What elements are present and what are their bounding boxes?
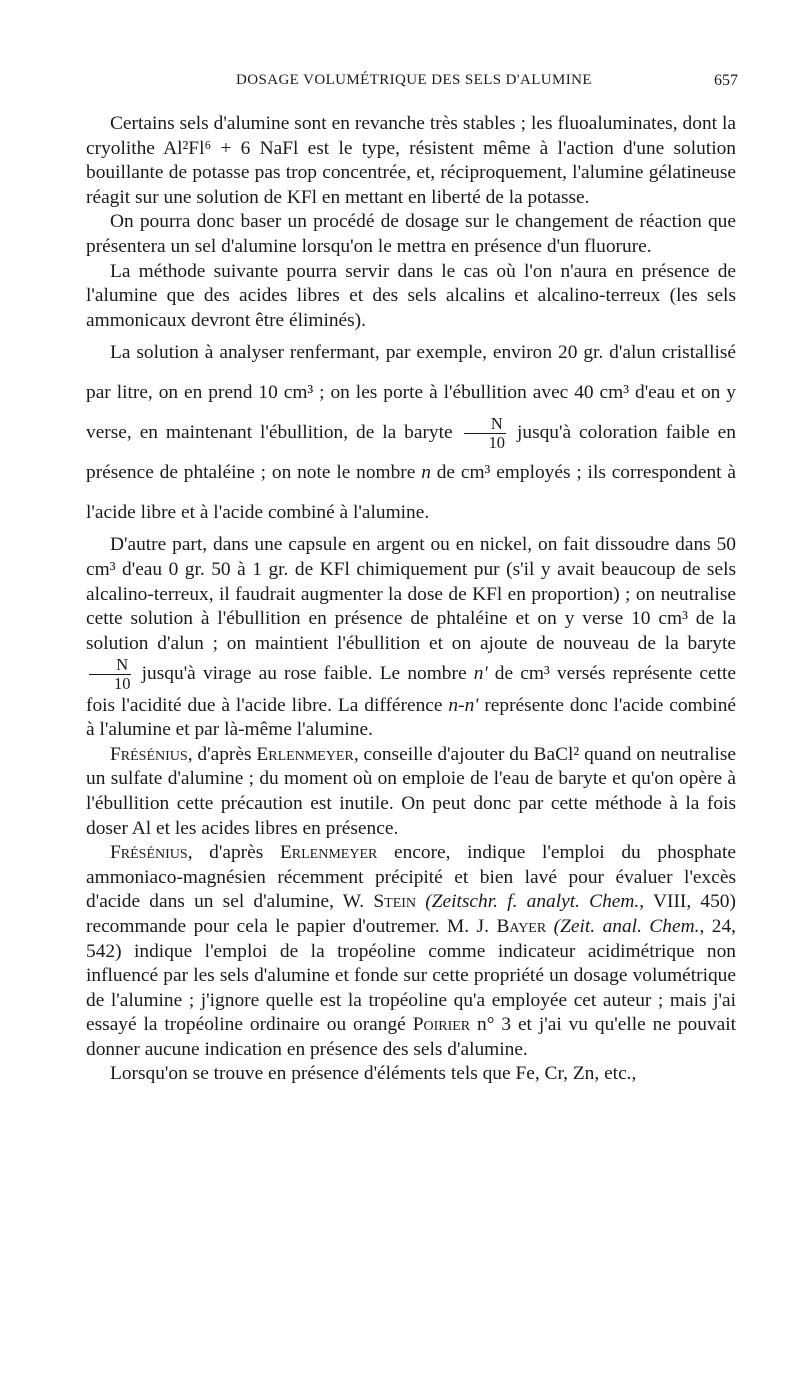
paragraph-8 <box>86 1062 736 1087</box>
paragraph-2-text: On pourra donc baser un procédé de dosage sur le changement de réaction que présentera un sel d'alumine lorsqu'on le mettra en présence d'un fluorure. <box>86 211 736 257</box>
citation-zeit-anal: (Zeit. anal. Chem. <box>553 915 700 937</box>
author-fresenius: Frésénius <box>110 842 188 864</box>
paragraph-6-text-b: , conseille d'ajouter du BaCl² quand on neutralise un sulfate d'alumine ; du moment où on emploie de l'eau de baryte et qu'on opère à l'ébullition cette précaution est inutile. On peut donc par cette méthode à la fois doser Al et les acides libres en présence. <box>86 743 737 839</box>
variable-difference: n-n' <box>448 694 479 716</box>
running-title: DOSAGE VOLUMÉTRIQUE DES SELS D'ALUMINE <box>236 72 592 88</box>
paragraph-5-text-d: représente donc l'acide combiné à l'alumine et par là-même l'alumine. <box>86 694 736 741</box>
paragraph-4 <box>86 333 736 533</box>
author-stein: Stein <box>373 891 417 913</box>
author-poirier: Poirier <box>412 1014 471 1036</box>
paragraph-6-text-a: , d'après <box>187 743 252 765</box>
variable-n-prime: n' <box>473 663 488 685</box>
paragraph-5-text-a: D'autre part, dans une capsule en argent ou en nickel, on fait dissoudre dans 50 cm³ d'eau 0 gr. 50 à 1 gr. de KFl chimiquement pur (s'il y avait beaucoup de sels alcalino-terreux, il faudrait augmenter la dose de KFl en proportion) ; on neutralise cette solution à l'ébullition en présence de phtaléine et on y verse 10 cm³ de la solution d'alun ; on maintient l'ébullition et on ajoute de nouveau de la baryte <box>86 534 736 654</box>
paragraph-5-text-b: jusqu'à virage au rose faible. Le nombre <box>141 663 467 685</box>
paragraph-7-text-b: encore, indique l'emploi du phosphate ammoniaco-magnésien récemment précipité et bien lavé pour évaluer l'excès d'acide dans un sel d'alumine, W. <box>86 842 736 913</box>
fraction-numerator: N <box>116 655 129 675</box>
paragraph-4-text-b: jusqu'à coloration faible en présence de phtaléine ; on note le nombre <box>86 422 736 484</box>
paragraph-1 <box>86 112 736 210</box>
author-bayer: Bayer <box>496 915 547 937</box>
paragraph-5 <box>86 533 736 742</box>
citation-zeitschr: (Zeitschr. f. analyt. Chem. <box>425 891 640 913</box>
paragraph-5-text-c: de cm³ versés représente cette fois l'acidité due à l'acide libre. La différence <box>86 663 736 716</box>
paragraph-4-text-c: de cm³ employés ; ils correspondent à l'acide libre et à l'acide combiné à l'alumine. <box>86 462 736 524</box>
fraction-n-over-10 <box>464 415 506 452</box>
paragraph-7-text-e: n° 3 et j'ai vu qu'elle ne pouvait donner aucune indication en présence des sels d'alumine. <box>86 1014 736 1060</box>
paragraph-3 <box>86 260 736 334</box>
paragraph-6 <box>86 743 736 841</box>
variable-n: n <box>421 462 431 484</box>
page-header <box>88 72 738 102</box>
paragraph-1-text: Certains sels d'alumine sont en revanche très stables ; les fluoaluminates, dont la cryolithe Al²Fl⁶ + 6 NaFl est le type, résistent même à l'action d'une solution bouillante de potasse pas trop concentrée, et, réciproquement, l'alumine gélatineuse réagit sur une solution de KFl en mettant en liberté de la potasse. <box>86 113 736 208</box>
fraction-denominator: 10 <box>89 674 131 693</box>
author-erlenmeyer: Erlenmeyer <box>279 842 378 864</box>
paragraph-7-text-a: , d'après <box>187 842 264 864</box>
paragraph-7-text-c: , VIII, 450) recommande pour cela le papier d'outremer. M. J. <box>86 891 736 937</box>
paragraph-4-text-a: La solution à analyser renfermant, par exemple, environ 20 gr. d'alun cristallisé par litre, on en prend 10 cm³ ; on les porte à l'ébullition avec 40 cm³ d'eau et on y verse, en maintenant l'ébullition, de la baryte <box>86 342 736 444</box>
page-number: 657 <box>714 72 738 89</box>
author-erlenmeyer: Erlenmeyer <box>256 743 354 765</box>
paragraph-3-text: La méthode suivante pourra servir dans le cas où l'on n'aura en présence de l'alumine que des acides libres et des sels alcalins et alcalino-terreux (les sels ammonicaux devront être éliminés). <box>86 260 736 331</box>
paragraph-2 <box>86 210 736 259</box>
paragraph-8-text: Lorsqu'on se trouve en présence d'éléments tels que Fe, Cr, Zn, etc., <box>110 1063 637 1085</box>
fraction-denominator: 10 <box>464 433 506 452</box>
fraction-n-over-10 <box>89 656 131 693</box>
page-body <box>86 112 736 1087</box>
author-fresenius: Frésénius <box>110 743 188 765</box>
paragraph-7-text-d: , 24, 542) indique l'emploi de la tropéoline comme indicateur acidimétrique non influencé par les sels d'alumine et fonde sur cette propriété un dosage volumétrique de l'alumine ; j'ignore quelle est la tropéoline qu'a employée cet auteur ; mais j'ai essayé la tropéoline ordinaire ou orangé <box>86 915 737 1036</box>
paragraph-7 <box>86 841 736 1062</box>
fraction-numerator: N <box>490 414 503 434</box>
